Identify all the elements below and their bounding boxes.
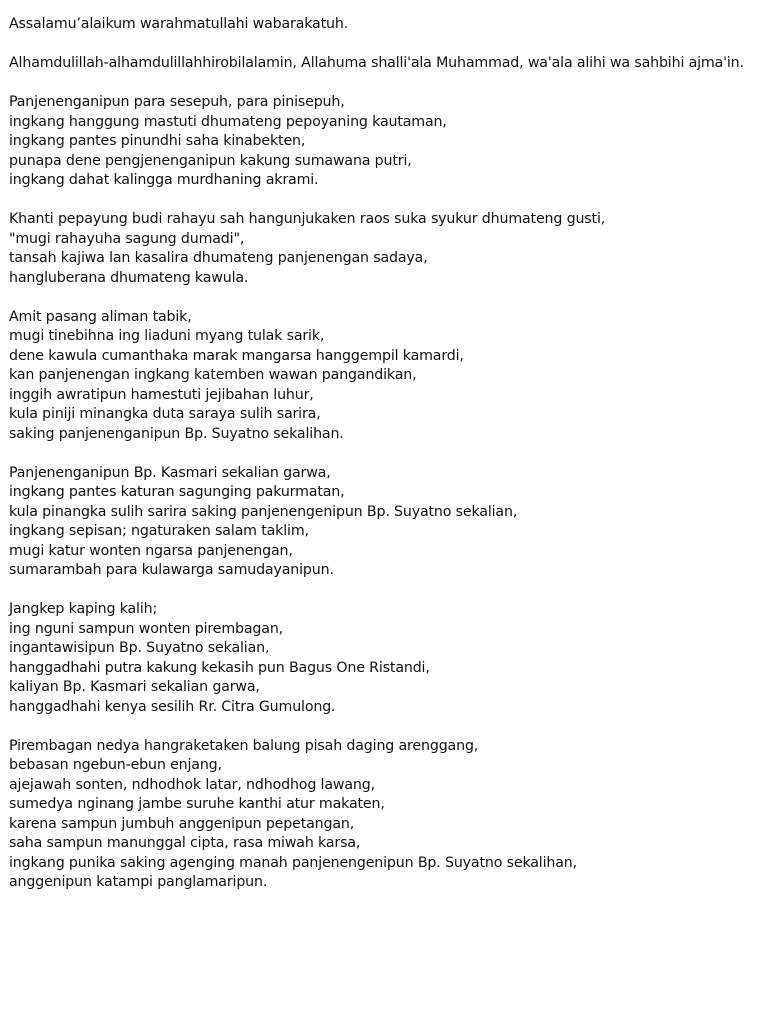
text-line: kula pinangka sulih sarira saking panjenengenipun Bp. Suyatno sekalian, [9, 503, 518, 520]
text-line: hanggadhahi putra kakung kekasih pun Bagus One Ristandi, [9, 659, 430, 676]
text-line: sumarambah para kulawarga samudayanipun. [9, 562, 334, 578]
text-line: Amit pasang aliman tabik, [9, 308, 192, 325]
text-line: saking panjenenganipun Bp. Suyatno sekalihan. [9, 425, 344, 442]
text-line: "mugi rahayuha sagung dumadi", [9, 230, 245, 247]
text-line: mugi katur wonten ngarsa panjenengan, [9, 542, 293, 559]
text-line: punapa dene pengjenenganipun kakung sumawana putri, [9, 152, 412, 169]
text-line: mugi tinebihna ing liaduni myang tulak sarik, [9, 328, 325, 344]
text-line: Panjenenganipun para sesepuh, para pinisepuh, [9, 94, 345, 110]
text-line: anggenipun katampi panglamaripun. [9, 874, 268, 890]
text-line: kan panjenengan ingkang katemben wawan pangandikan, [9, 367, 417, 383]
text-line: hangluberana dhumateng kawula. [9, 269, 249, 286]
text-line: ajejawah sonten, ndhodhok latar, ndhodhog lawang, [9, 776, 375, 793]
gratitude-paragraph [9, 210, 766, 288]
text-line: kula piniji minangka duta saraya sulih sarira, [9, 406, 321, 422]
text-line: Panjenenganipun Bp. Kasmari sekalian garwa, [9, 464, 331, 481]
text-line: ingkang pantes katuran sagunging pakurmatan, [9, 484, 345, 500]
discussion-paragraph [9, 737, 766, 893]
text-line: ingkang sepisan; ngaturaken salam taklim, [9, 523, 309, 539]
text-line: kaliyan Bp. Kasmari sekalian garwa, [9, 679, 260, 695]
praise-paragraph [9, 54, 766, 74]
text-line: Jangkep kaping kalih; [9, 601, 158, 617]
host-address-paragraph [9, 464, 766, 581]
text-line: Assalamu’alaikum warahmatullahi wabarakatuh. [9, 16, 349, 32]
document-body [9, 15, 766, 912]
text-line: karena sampun jumbuh anggenipun pepetangan, [9, 815, 355, 832]
text-line: ingkang punika saking agenging manah panjenengenipun Bp. Suyatno sekalihan, [9, 854, 577, 871]
text-line: dene kawula cumanthaka marak mangarsa hanggempil kamardi, [9, 347, 464, 364]
text-line: ing nguni sampun wonten pirembagan, [9, 620, 284, 637]
text-line: saha sampun manunggal cipta, rasa miwah karsa, [9, 835, 361, 851]
text-line: Alhamdulillah-alhamdulillahhirobilalamin, Allahuma shalli'ala Muhammad, wa'ala alihi wa sahbihi ajma'in. [9, 55, 744, 71]
text-line: ingkang hanggung mastuti dhumateng pepoyaning kautaman, [9, 113, 447, 130]
text-line: ingkang pantes pinundhi saha kinabekten, [9, 133, 306, 149]
text-line: inggih awratipun hamestuti jejibahan luhur, [9, 386, 314, 403]
elders-address-paragraph [9, 93, 766, 191]
text-line: hanggadhahi kenya sesilih Rr. Citra Gumulong. [9, 698, 336, 715]
permission-paragraph [9, 308, 766, 445]
text-line: Pirembagan nedya hangraketaken balung pisah daging arenggang, [9, 737, 479, 754]
text-line: tansah kajiwa lan kasalira dhumateng panjenengan sadaya, [9, 250, 428, 266]
text-line: ingkang dahat kalingga murdhaning akrami. [9, 172, 319, 188]
text-line: Khanti pepayung budi rahayu sah hangunjukaken raos suka syukur dhumateng gusti, [9, 211, 606, 227]
text-line: ingantawisipun Bp. Suyatno sekalian, [9, 640, 270, 656]
text-line: bebasan ngebun-ebun enjang, [9, 757, 222, 773]
second-point-paragraph [9, 600, 766, 717]
text-line: sumedya nginang jambe suruhe kanthi atur makaten, [9, 796, 385, 812]
greeting-paragraph [9, 15, 766, 35]
